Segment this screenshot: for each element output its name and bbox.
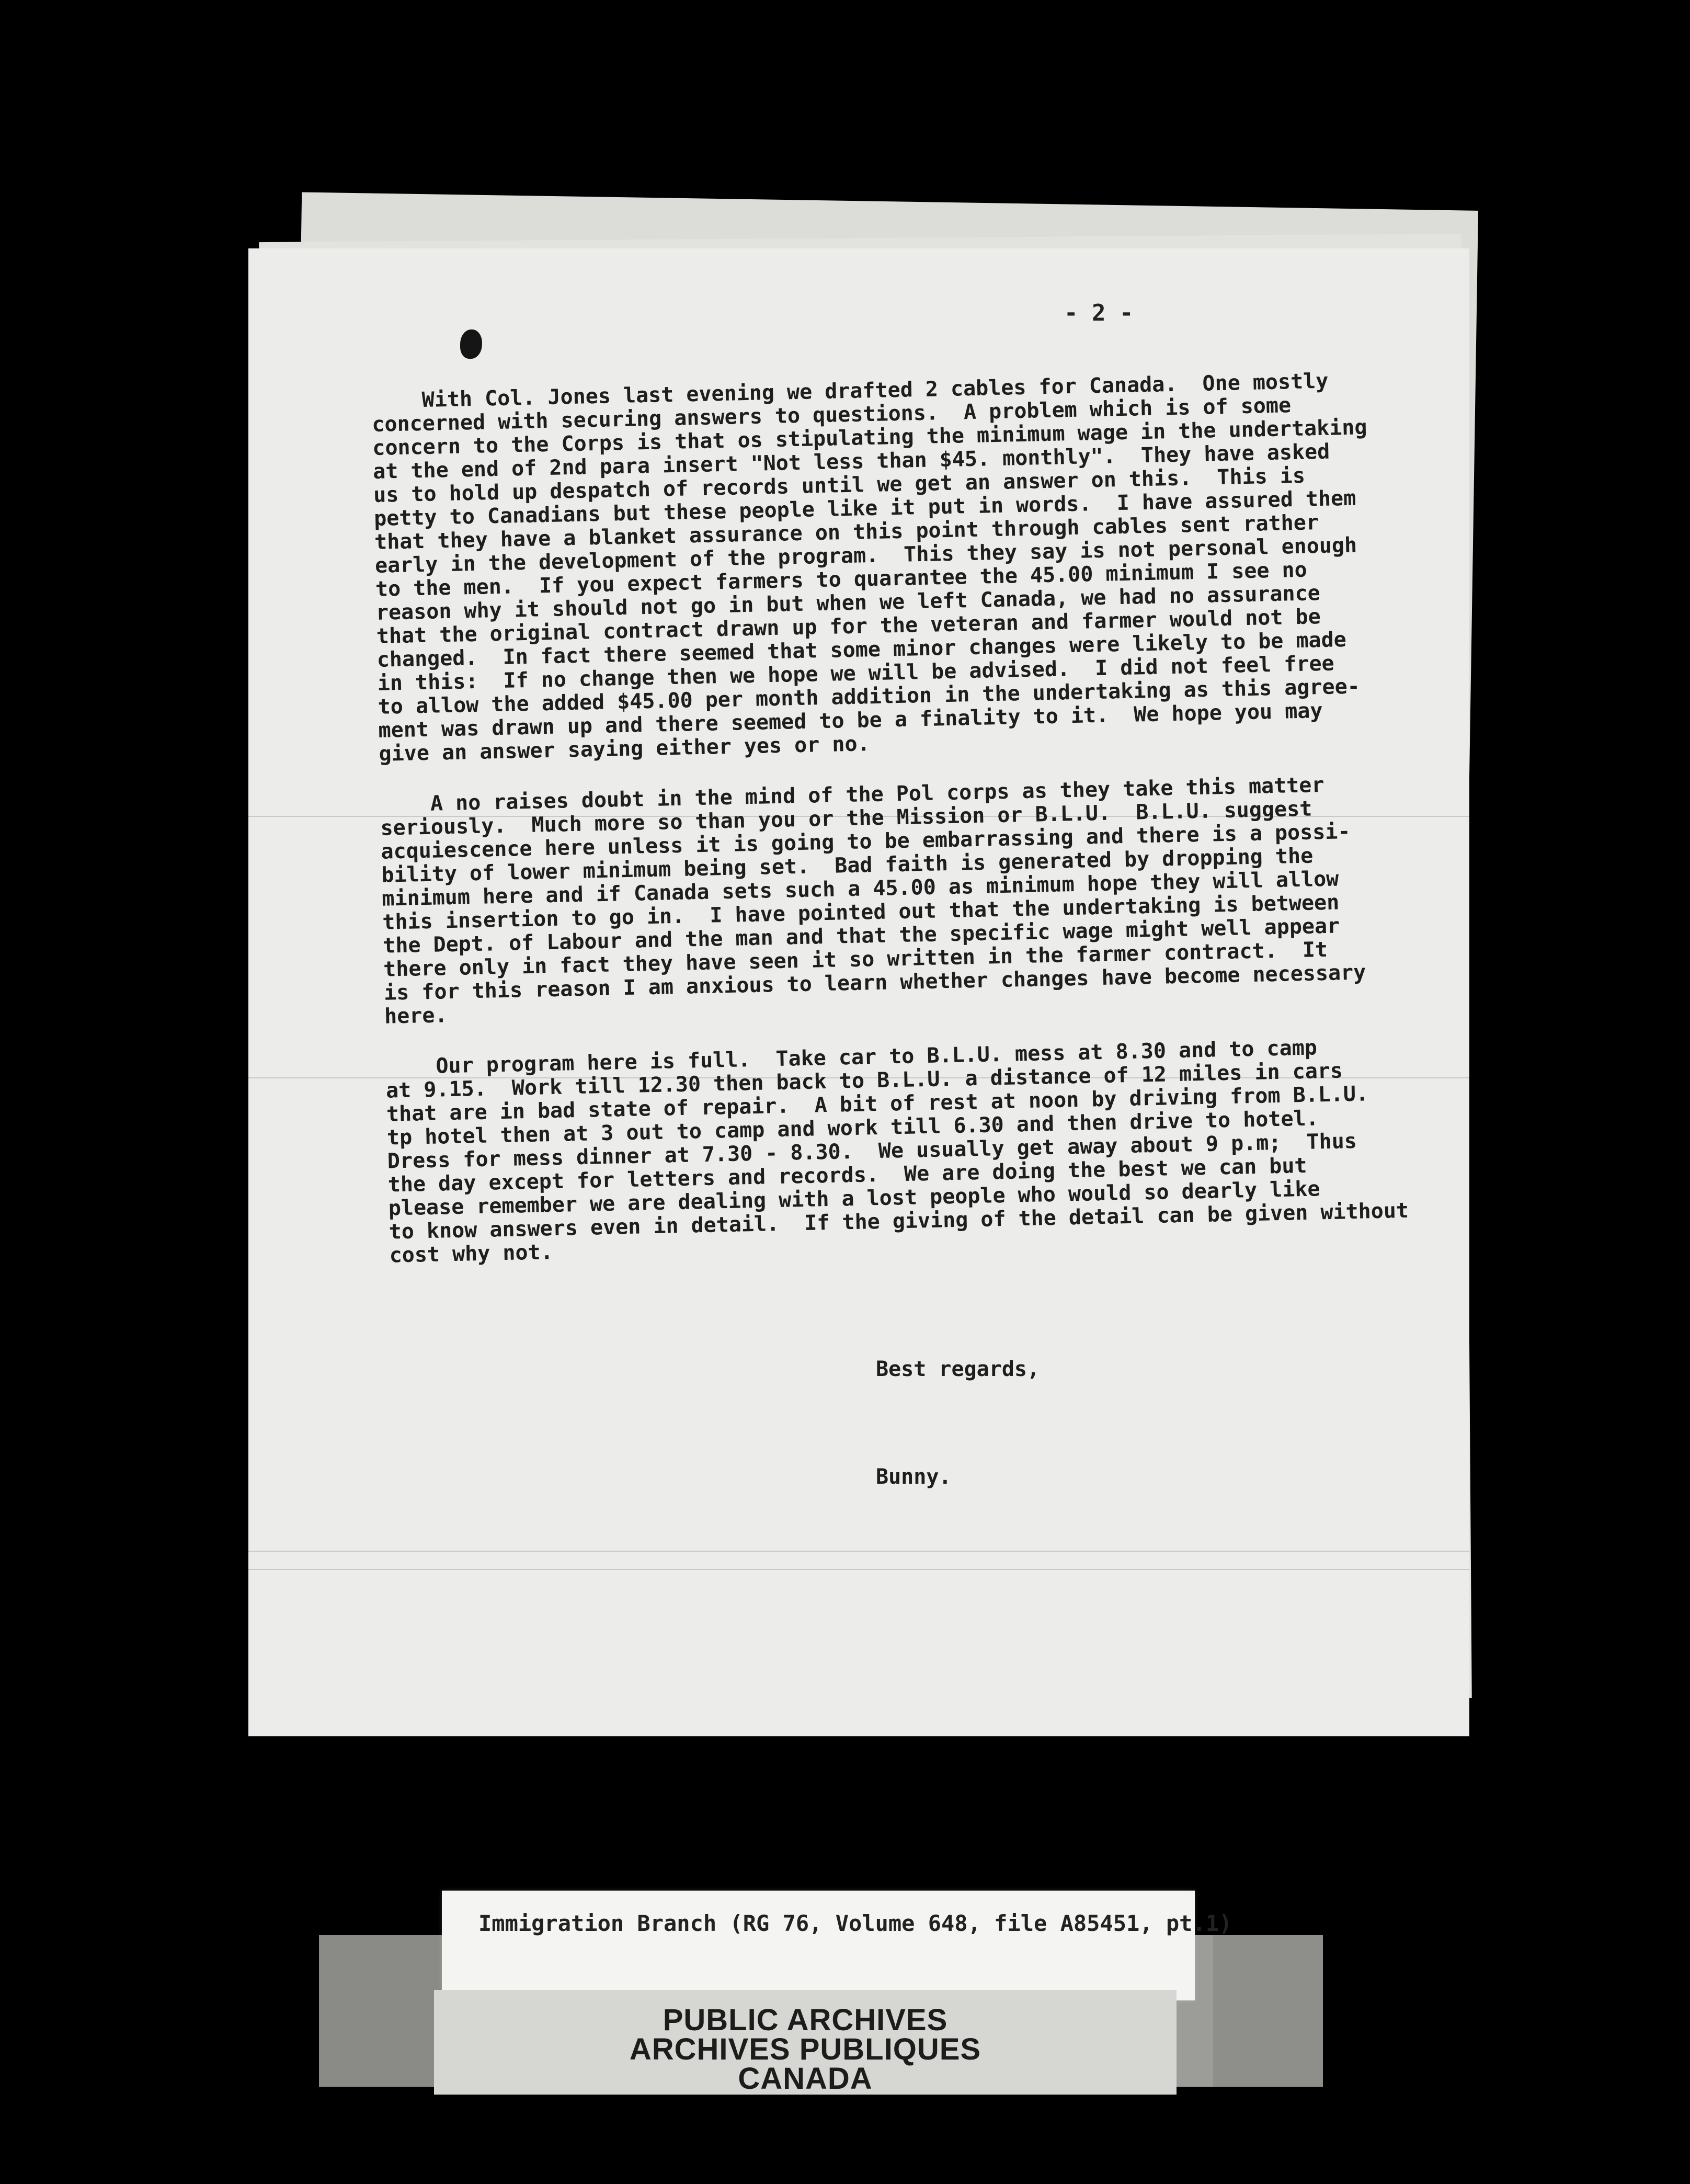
letter-page <box>248 248 1469 1736</box>
stamp-line-french: ARCHIVES PUBLIQUES <box>629 2032 981 2066</box>
paragraph-program: Our program here is full. Take car to B.L.U. mess at 8.30 and to camp at 9.15. Work till 12.30 then back to B.L.U. a distance of 12 miles in cars that are in bad state of repair. A bit of rest at noon by driving from B.L.U. tp hotel then at 3 out to camp and work till 6.30 and then drive to hotel. Dress for mess dinner at 7.30 - 8.30. We usually get away about 9 p.m; Thus the day except for letters and records. We are doing the best we can but please remember we are dealing with a lost people who would so dearly like to know answers even in detail. If the giving of the detail can be given without cost why not. <box>385 1036 1409 1268</box>
page-ruling <box>248 1551 1469 1552</box>
letter-closing <box>876 1357 1040 1489</box>
archive-reference-label <box>442 1891 1232 2000</box>
closing-salutation: Best regards, <box>876 1357 1040 1381</box>
letter-body <box>371 366 1469 1294</box>
archive-stamp <box>434 1990 1177 2095</box>
mount-edge-right <box>1213 1935 1323 2087</box>
paragraph-pol-corps: A no raises doubt in the mind of the Pol corps as they take this matter seriously. Much more so than you or the Mission or B.L.U. B.L.U. suggest acquiescence here unless it is going to be embarrassing and there is a possi- bility of lower minimum being set. Bad faith is generated by dropping the minimum here and if Canada sets such a 45.00 as minimum hope they will allow this insertion to go in. I have pointed out that the undertaking is between the Dept. of Labour and the man and that the specific wage might well appear there only in fact they have seen it so written in the farmer contract. It is for this reason I am anxious to learn whether changes have become necessary here. <box>380 773 1366 1029</box>
paragraph-cables: With Col. Jones last evening we drafted 2 cables for Canada. One mostly concerned with securing answers to questions. A problem which is of some concern to the Corps is that os stipulating the minimum wage in the undertaking at the end of 2nd para insert "Not less than $45. monthly". They have asked us to hold up despatch of records until we get an answer on this. This is petty to Canadians but these people like it put in words. I have assured them that they have a blanket assurance on this point through cables sent rather early in the development of the program. This they say is not personal enough to the men. If you expect farmers to quarantee the 45.00 minimum I see no reason why it should not go in but when we left Canada, we had no assurance that the original contract drawn up for the veteran and farmer would not be changed. In fact there seemed that some minor changes were likely to be made in this: If no change then we hope we will be advised. I did not feel free to allow the added $45.00 per month addition in the undertaking as this agree- ment was drawn up and there seemed to be a finality to it. We hope you may give an answer saying either yes or no. <box>371 369 1367 766</box>
signature: Bunny. <box>876 1465 952 1489</box>
stamp-line-english: PUBLIC ARCHIVES <box>663 2003 948 2037</box>
page-number: - 2 - <box>1064 300 1134 326</box>
archive-stamp-text <box>434 2003 1177 2096</box>
punch-hole <box>460 329 482 359</box>
page-ruling <box>248 1569 1469 1570</box>
mount-edge-left <box>319 1935 442 2087</box>
archive-reference-text: Immigration Branch (RG 76, Volume 648, file A85451, pt.1) <box>478 1910 1232 1936</box>
stamp-line-country: CANADA <box>738 2062 873 2096</box>
